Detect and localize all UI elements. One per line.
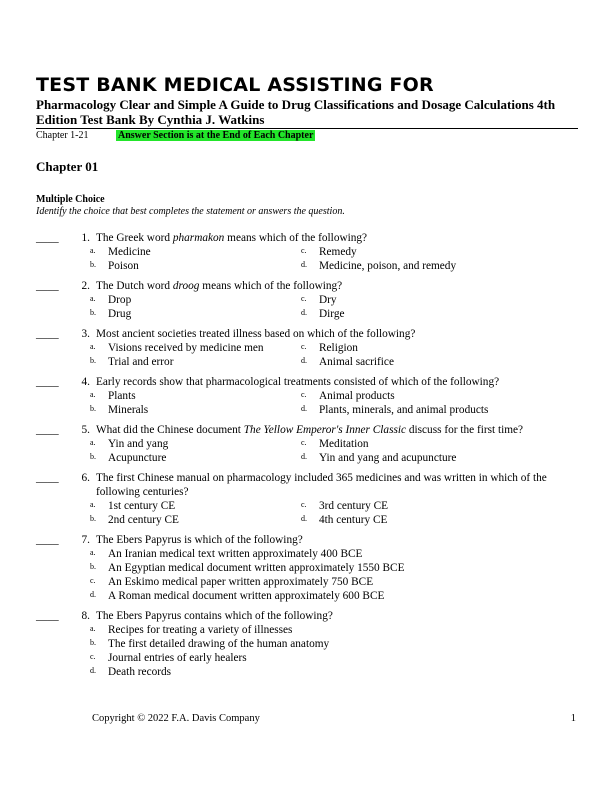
option-text: Journal entries of early healers: [108, 652, 247, 664]
question-item: [36, 609, 578, 679]
answer-option: [301, 451, 578, 465]
answer-option: [90, 575, 578, 589]
option-text: An Iranian medical text written approximately 400 BCE: [108, 548, 363, 560]
option-letter: b.: [90, 514, 96, 523]
option-letter: c.: [90, 652, 96, 661]
option-letter: c.: [301, 246, 307, 255]
option-letter: c.: [301, 294, 307, 303]
answer-options: [90, 499, 578, 527]
option-text: Drop: [108, 294, 132, 306]
option-letter: c.: [301, 390, 307, 399]
option-letter: b.: [90, 356, 96, 365]
question-stem-text: What did the Chinese document: [96, 424, 244, 436]
answer-option: [90, 437, 301, 451]
answer-blank: ____: [36, 610, 59, 622]
option-text: Medicine: [108, 246, 151, 258]
question-row: [36, 231, 578, 245]
answer-option: [90, 451, 301, 465]
question-stem-text: The Ebers Papyrus contains which of the following?: [96, 610, 333, 622]
copyright-text: Copyright © 2022 F.A. Davis Company: [92, 713, 260, 724]
option-text: Death records: [108, 666, 172, 678]
option-text: 1st century CE: [108, 500, 176, 512]
question-item: [36, 471, 578, 527]
question-stem-text: The first Chinese manual on pharmacology included 365 medicines and was written in which of the following centuries?: [96, 472, 547, 498]
option-text: 3rd century CE: [319, 500, 389, 512]
question-stem: [90, 471, 578, 499]
option-letter: d.: [301, 260, 307, 269]
option-text: Meditation: [319, 438, 369, 450]
question-item: [36, 533, 578, 603]
question-number: 2.: [81, 280, 90, 292]
option-letter: b.: [90, 562, 96, 571]
question-row: [36, 533, 578, 547]
question-stem-text: The Dutch word: [96, 280, 173, 292]
option-text: 2nd century CE: [108, 514, 179, 526]
section-title: Multiple Choice: [36, 194, 105, 205]
answer-option: [90, 513, 301, 527]
option-text: Plants, minerals, and animal products: [319, 404, 489, 416]
option-text: 4th century CE: [319, 514, 388, 526]
option-text: Medicine, poison, and remedy: [319, 260, 457, 272]
option-letter: d.: [301, 452, 307, 461]
answer-blank: ____: [36, 424, 59, 436]
answer-option: [90, 389, 301, 403]
option-letter: a.: [90, 500, 96, 509]
option-letter: c.: [301, 438, 307, 447]
answer-option: [301, 499, 578, 513]
option-text: Plants: [108, 390, 136, 402]
option-letter: a.: [90, 548, 96, 557]
option-text: Religion: [319, 342, 358, 354]
option-text: Recipes for treating a variety of illnesses: [108, 624, 293, 636]
option-letter: a.: [90, 624, 96, 633]
option-letter: d.: [90, 666, 96, 675]
answer-option: [90, 637, 578, 651]
answer-option: [90, 499, 301, 513]
option-text: Dry: [319, 294, 337, 306]
option-letter: a.: [90, 438, 96, 447]
answer-blank: ____: [36, 376, 59, 388]
question-stem-text: means which of the following?: [199, 280, 343, 292]
option-text: Animal sacrifice: [319, 356, 394, 368]
chapter-range: Chapter 1-21: [36, 130, 89, 141]
answer-option: [301, 403, 578, 417]
chapter-info-line: [36, 130, 315, 142]
question-stem-text: The Greek word: [96, 232, 173, 244]
question-number: 8.: [81, 610, 90, 622]
answer-options: [90, 293, 578, 321]
question-stem: [90, 375, 578, 389]
question-stem-text: The Ebers Papyrus is which of the following?: [96, 534, 303, 546]
answer-option: [301, 307, 578, 321]
answer-option: [90, 341, 301, 355]
question-stem: [90, 327, 578, 341]
answer-option: [90, 665, 578, 679]
answer-option: [90, 307, 301, 321]
option-text: A Roman medical document written approximately 600 BCE: [108, 590, 385, 602]
answer-option: [90, 623, 578, 637]
question-stem-text: means which of the following?: [224, 232, 368, 244]
question-number: 3.: [81, 328, 90, 340]
question-item: [36, 375, 578, 417]
question-stem-text: Early records show that pharmacological treatments consisted of which of the following?: [96, 376, 500, 388]
option-letter: a.: [90, 294, 96, 303]
answer-option: [90, 589, 578, 603]
question-stem: [90, 533, 578, 547]
option-letter: c.: [90, 576, 96, 585]
question-stem-text: Most ancient societies treated illness based on which of the following?: [96, 328, 416, 340]
page-number: 1: [570, 713, 576, 724]
answer-option: [90, 259, 301, 273]
option-letter: d.: [301, 404, 307, 413]
option-letter: a.: [90, 246, 96, 255]
question-item: [36, 231, 578, 273]
answer-blank: ____: [36, 280, 59, 292]
answer-option: [301, 341, 578, 355]
answer-option: [90, 293, 301, 307]
option-text: Yin and yang and acupuncture: [319, 452, 457, 464]
option-text: Visions received by medicine men: [108, 342, 264, 354]
answer-option: [90, 547, 578, 561]
question-row: [36, 609, 578, 623]
question-item: [36, 327, 578, 369]
question-row: [36, 423, 578, 437]
question-number: 7.: [81, 534, 90, 546]
question-stem-italic: pharmakon: [172, 232, 225, 244]
answer-option: [301, 245, 578, 259]
option-letter: a.: [90, 342, 96, 351]
answer-option: [90, 245, 301, 259]
option-text: An Eskimo medical paper written approximately 750 BCE: [108, 576, 374, 588]
question-stem: [90, 423, 578, 437]
question-list: [36, 231, 578, 685]
document-subtitle: Pharmacology Clear and Simple A Guide to Drug Classifications and Dosage Calculations 4th Edition Test Bank By Cynthia J. Watkins: [36, 97, 556, 127]
answer-options: [90, 389, 578, 417]
answer-option: [301, 513, 578, 527]
question-stem-text: discuss for the first time?: [406, 424, 524, 436]
question-row: [36, 327, 578, 341]
answer-option: [301, 293, 578, 307]
option-letter: b.: [90, 638, 96, 647]
option-text: Minerals: [108, 404, 149, 416]
question-row: [36, 279, 578, 293]
option-letter: d.: [90, 590, 96, 599]
option-letter: d.: [301, 356, 307, 365]
document-title: TEST BANK MEDICAL ASSISTING FOR: [36, 74, 434, 96]
answer-option: [301, 389, 578, 403]
option-letter: d.: [301, 514, 307, 523]
option-text: Drug: [108, 308, 132, 320]
header-divider: [36, 128, 578, 129]
option-letter: c.: [301, 500, 307, 509]
question-stem: [90, 609, 578, 623]
section-instructions: Identify the choice that best completes the statement or answers the question.: [36, 206, 345, 217]
answer-options: [90, 341, 578, 369]
option-letter: b.: [90, 308, 96, 317]
answer-blank: ____: [36, 472, 59, 484]
answer-section-note: Answer Section is at the End of Each Chapter: [118, 130, 314, 141]
option-text: Poison: [108, 260, 139, 272]
answer-option: [301, 259, 578, 273]
question-row: [36, 471, 578, 499]
question-number: 1.: [81, 232, 90, 244]
option-letter: b.: [90, 452, 96, 461]
option-text: Animal products: [319, 390, 395, 402]
chapter-title: Chapter 01: [36, 159, 99, 174]
answer-options: [90, 437, 578, 465]
option-letter: d.: [301, 308, 307, 317]
option-text: Remedy: [319, 246, 357, 258]
answer-options: [90, 547, 578, 603]
answer-option: [90, 355, 301, 369]
answer-option: [90, 403, 301, 417]
option-letter: b.: [90, 404, 96, 413]
question-item: [36, 423, 578, 465]
question-number: 6.: [81, 472, 90, 484]
question-stem: [90, 279, 578, 293]
option-letter: b.: [90, 260, 96, 269]
question-stem-italic: droog: [172, 280, 200, 292]
question-stem-italic: The Yellow Emperor's Inner Classic: [243, 424, 407, 436]
option-text: The first detailed drawing of the human anatomy: [108, 638, 330, 650]
option-text: Yin and yang: [108, 438, 169, 450]
option-text: An Egyptian medical document written approximately 1550 BCE: [108, 562, 405, 574]
answer-option: [301, 437, 578, 451]
answer-option: [301, 355, 578, 369]
answer-option: [90, 561, 578, 575]
option-letter: a.: [90, 390, 96, 399]
option-letter: c.: [301, 342, 307, 351]
option-text: Dirge: [319, 308, 345, 320]
answer-option: [90, 651, 578, 665]
question-row: [36, 375, 578, 389]
answer-blank: ____: [36, 232, 59, 244]
option-text: Trial and error: [108, 356, 174, 368]
answer-options: [90, 245, 578, 273]
question-item: [36, 279, 578, 321]
question-number: 4.: [81, 376, 90, 388]
option-text: Acupuncture: [108, 452, 167, 464]
question-stem: [90, 231, 578, 245]
answer-options: [90, 623, 578, 679]
question-number: 5.: [81, 424, 90, 436]
page-footer: [92, 713, 576, 724]
answer-blank: ____: [36, 534, 59, 546]
answer-blank: ____: [36, 328, 59, 340]
